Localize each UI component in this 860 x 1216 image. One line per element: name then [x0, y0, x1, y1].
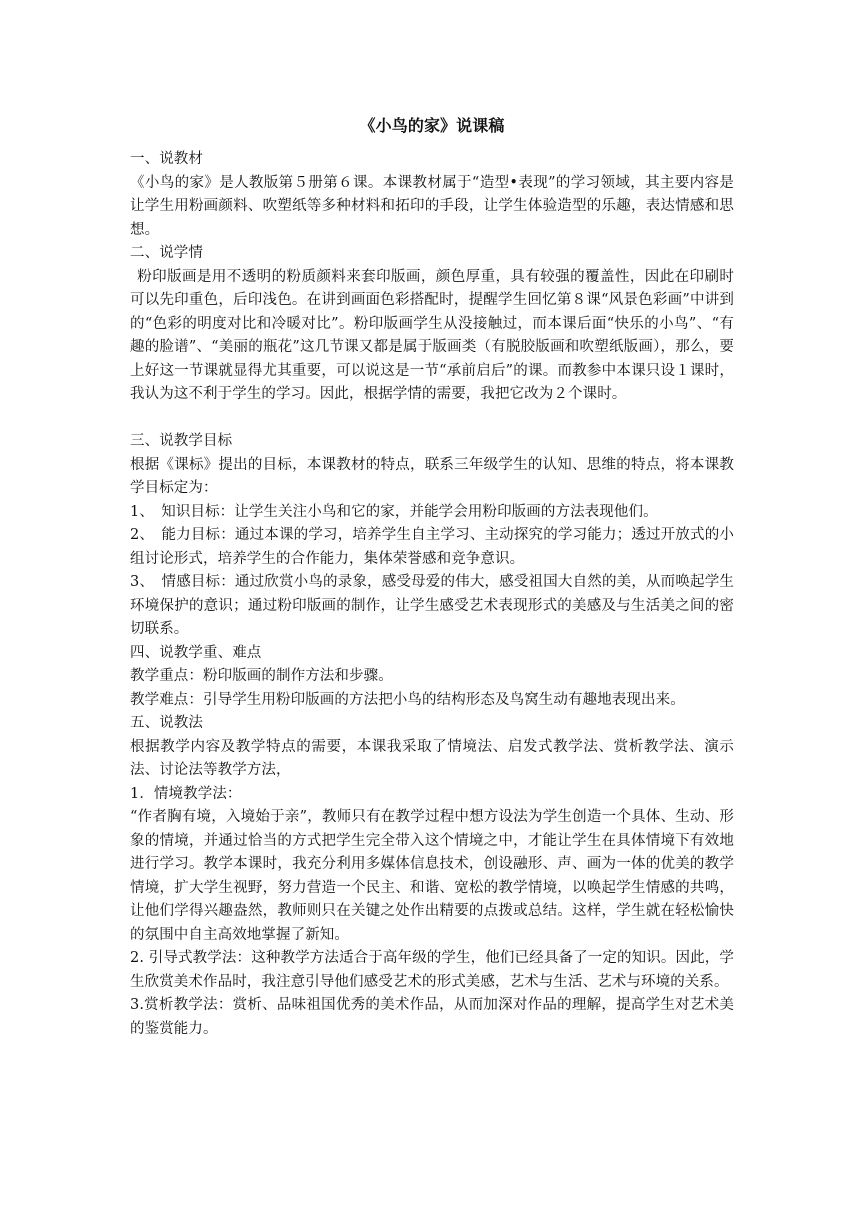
- blank-line: [130, 407, 734, 431]
- paragraph-method-1-title: 1．情境教学法：: [130, 785, 242, 802]
- section-heading-keypoints: 四、说教学重、难点: [130, 644, 262, 661]
- paragraph-method-2: 2. 引导式教学法：这种教学方法适合于高年级的学生，他们已经具备了一定的知识。因此，学生欣赏美术作品时，我注意引导他们感受艺术的形式美感，艺术与生活、艺术与环境的关系。: [130, 950, 734, 990]
- paragraph-textbook: 《小鸟的家》是人教版第５册第６课。本课教材属于“造型•表现”的学习领域，其主要内容是让学生用粉画颜料、吹塑纸等多种材料和拓印的手段，让学生体验造型的乐趣，表达情感和思想。: [130, 174, 734, 238]
- paragraph-methods-intro: 根据教学内容及教学特点的需要，本课我采取了情境法、启发式教学法、赏析教学法、演示法、讨论法等教学方法，: [130, 738, 734, 778]
- paragraph-difficult-point: 教学难点：引导学生用粉印版画的方法把小鸟的结构形态及鸟窝生动有趣地表现出来。: [130, 691, 685, 708]
- section-heading-textbook: 一、说教材: [130, 151, 203, 167]
- section-heading-students: 二、说学情: [130, 245, 203, 261]
- section-heading-methods: 五、说教法: [130, 715, 203, 731]
- paragraph-students: 粉印版画是用不透明的粉质颜料来套印版画，颜色厚重，具有较强的覆盖性，因此在印刷时可以先印重色，后印浅色。在讲到画面色彩搭配时，提醒学生回忆第８课“风景色彩画”中讲到的“色彩的明度对比和冷暖对比”。粉印版画学生从没接触过，而本课后面“快乐的小鸟”、“有趣的脸谱”、“美丽的瓶花”这几节课又都是属于版画类（有脱胶版画和吹塑纸版画），那么，要上好这一节课就显得尤其重要，可以说这是一节“承前启后”的课。而教参中本课只设１课时，我认为这不利于学生的学习。因此，根据学情的需要，我把它改为２个课时。: [130, 268, 734, 402]
- document-title: 《小鸟的家》说课稿: [359, 116, 505, 135]
- paragraph-goals-intro: 根据《课标》提出的目标，本课教材的特点，联系三年级学生的认知、思维的特点，将本课教学目标定为：: [130, 456, 734, 496]
- paragraph-key-point: 教学重点：粉印版画的制作方法和步骤。: [130, 668, 393, 684]
- document-page: [130, 112, 734, 1041]
- paragraph-goal-knowledge: 1、 知识目标：让学生关注小鸟和它的家，并能学会用粉印版画的方法表现他们。: [130, 503, 658, 520]
- section-heading-goals: 三、说教学目标: [130, 433, 233, 449]
- paragraph-goal-ability: 2、 能力目标：通过本课的学习，培养学生自主学习、主动探究的学习能力；透过开放式的小组讨论形式，培养学生的合作能力，集体荣誉感和竞争意识。: [130, 527, 734, 567]
- paragraph-goal-emotion: 3、 情感目标：通过欣赏小鸟的录象，感受母爱的伟大，感受祖国大自然的美，从而唤起学生环境保护的意识；通过粉印版画的制作，让学生感受艺术表现形式的美感及与生活美之间的密切联系。: [130, 574, 734, 637]
- paragraph-method-3: 3.赏析教学法：赏析、品味祖国优秀的美术作品，从而加深对作品的理解，提高学生对艺术美的鉴赏能力。: [130, 997, 734, 1037]
- paragraph-method-1-body: “作者胸有境，入境始于亲”，教师只有在教学过程中想方设法为学生创造一个具体、生动、形象的情境，并通过恰当的方式把学生完全带入这个情境之中，才能让学生在具体情境下有效地进行学习。教学本课时，我充分利用多媒体信息技术，创设融形、声、画为一体的优美的教学情境，扩大学生视野，努力营造一个民主、和谐、宽松的教学情境，以唤起学生情感的共鸣，让他们学得兴趣盎然，教师则只在关键之处作出精要的点拨或总结。这样，学生就在轻松愉快的氛围中自主高效地掌握了新知。: [130, 809, 734, 943]
